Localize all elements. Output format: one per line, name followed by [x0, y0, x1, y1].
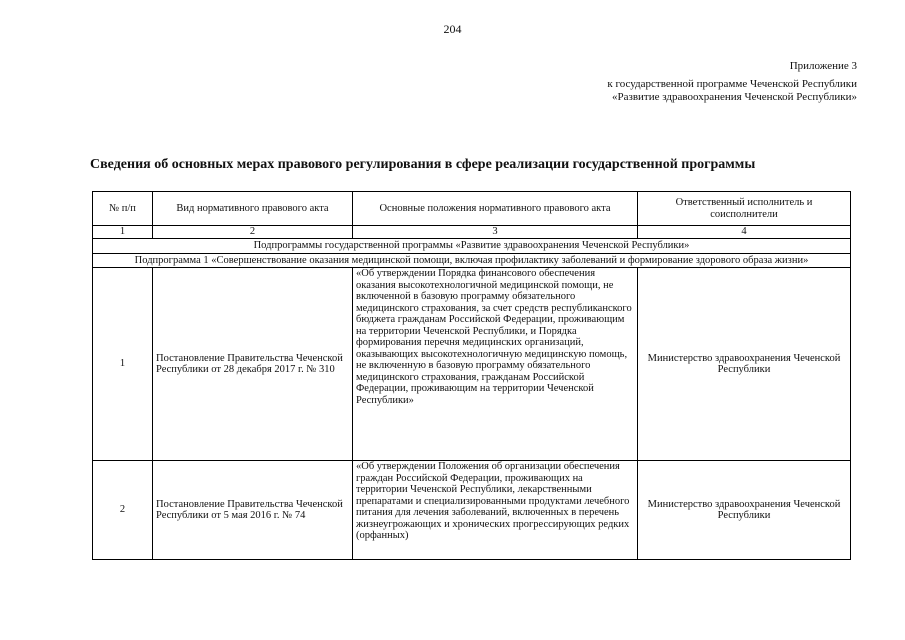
appendix-note	[607, 60, 857, 104]
document-title: Сведения об основных мерах правового регулирования в сфере реализации государственной программы	[90, 157, 756, 172]
header-provisions: Основные положения нормативного правового акта	[353, 192, 638, 226]
row-number: 2	[93, 461, 153, 560]
column-number: 1	[93, 226, 153, 239]
table-row	[93, 268, 851, 461]
responsible-cell: Министерство здравоохранения Чеченской Республики	[638, 461, 851, 560]
provisions-cell: «Об утверждении Порядка финансового обеспечения оказания высокотехнологичной медицинской помощи, не включенной в базовую программу обязательного медицинского страхования, за счет средств республиканского бюджета гражданам Российской Федерации, проживающим на территории Чеченской Республики, и Порядка формирования перечня медицинских организаций, оказывающих высокотехнологичную медицинскую помощь, не включенную в базовую программу обязательного медицинского страхования, гражданам Российской Федерации, проживающим на территории Чеченской Республики»	[353, 268, 638, 461]
appendix-title: Приложение 3	[789, 60, 857, 72]
act-type-cell: Постановление Правительства Чеченской Республики от 5 мая 2016 г. № 74	[153, 461, 353, 560]
column-number: 3	[353, 226, 638, 239]
column-number: 4	[638, 226, 851, 239]
subsection-heading: Подпрограмма 1 «Совершенствование оказания медицинской помощи, включая профилактику заболеваний и формирование здорового образа жизни»	[93, 253, 851, 268]
header-number: № п/п	[93, 192, 153, 226]
table-row	[93, 461, 851, 560]
page-number: 204	[443, 22, 462, 36]
appendix-line-2: «Развитие здравоохранения Чеченской Республики»	[611, 91, 857, 103]
subsection-row	[93, 253, 851, 268]
appendix-line-1: к государственной программе Чеченской Республики	[607, 78, 857, 90]
row-number: 1	[93, 268, 153, 461]
column-number: 2	[153, 226, 353, 239]
measures-table	[92, 191, 851, 560]
header-act-type: Вид нормативного правового акта	[153, 192, 353, 226]
section-heading: Подпрограммы государственной программы «Развитие здравоохранения Чеченской Республики»	[93, 239, 851, 254]
table-header-row	[93, 192, 851, 226]
section-row	[93, 239, 851, 254]
header-responsible: Ответственный исполнитель и соисполнители	[638, 192, 851, 226]
responsible-cell: Министерство здравоохранения Чеченской Республики	[638, 268, 851, 461]
act-type-cell: Постановление Правительства Чеченской Республики от 28 декабря 2017 г. № 310	[153, 268, 353, 461]
column-number-row	[93, 226, 851, 239]
provisions-cell: «Об утверждении Положения об организации обеспечения граждан Российской Федерации, проживающих на территории Чеченской Республики, лекарственными препаратами и специализированными продуктами лечебного питания для лечения заболеваний, включенных в перечень жизнеугрожающих и хронических прогрессирующих редких (орфанных)	[353, 461, 638, 560]
